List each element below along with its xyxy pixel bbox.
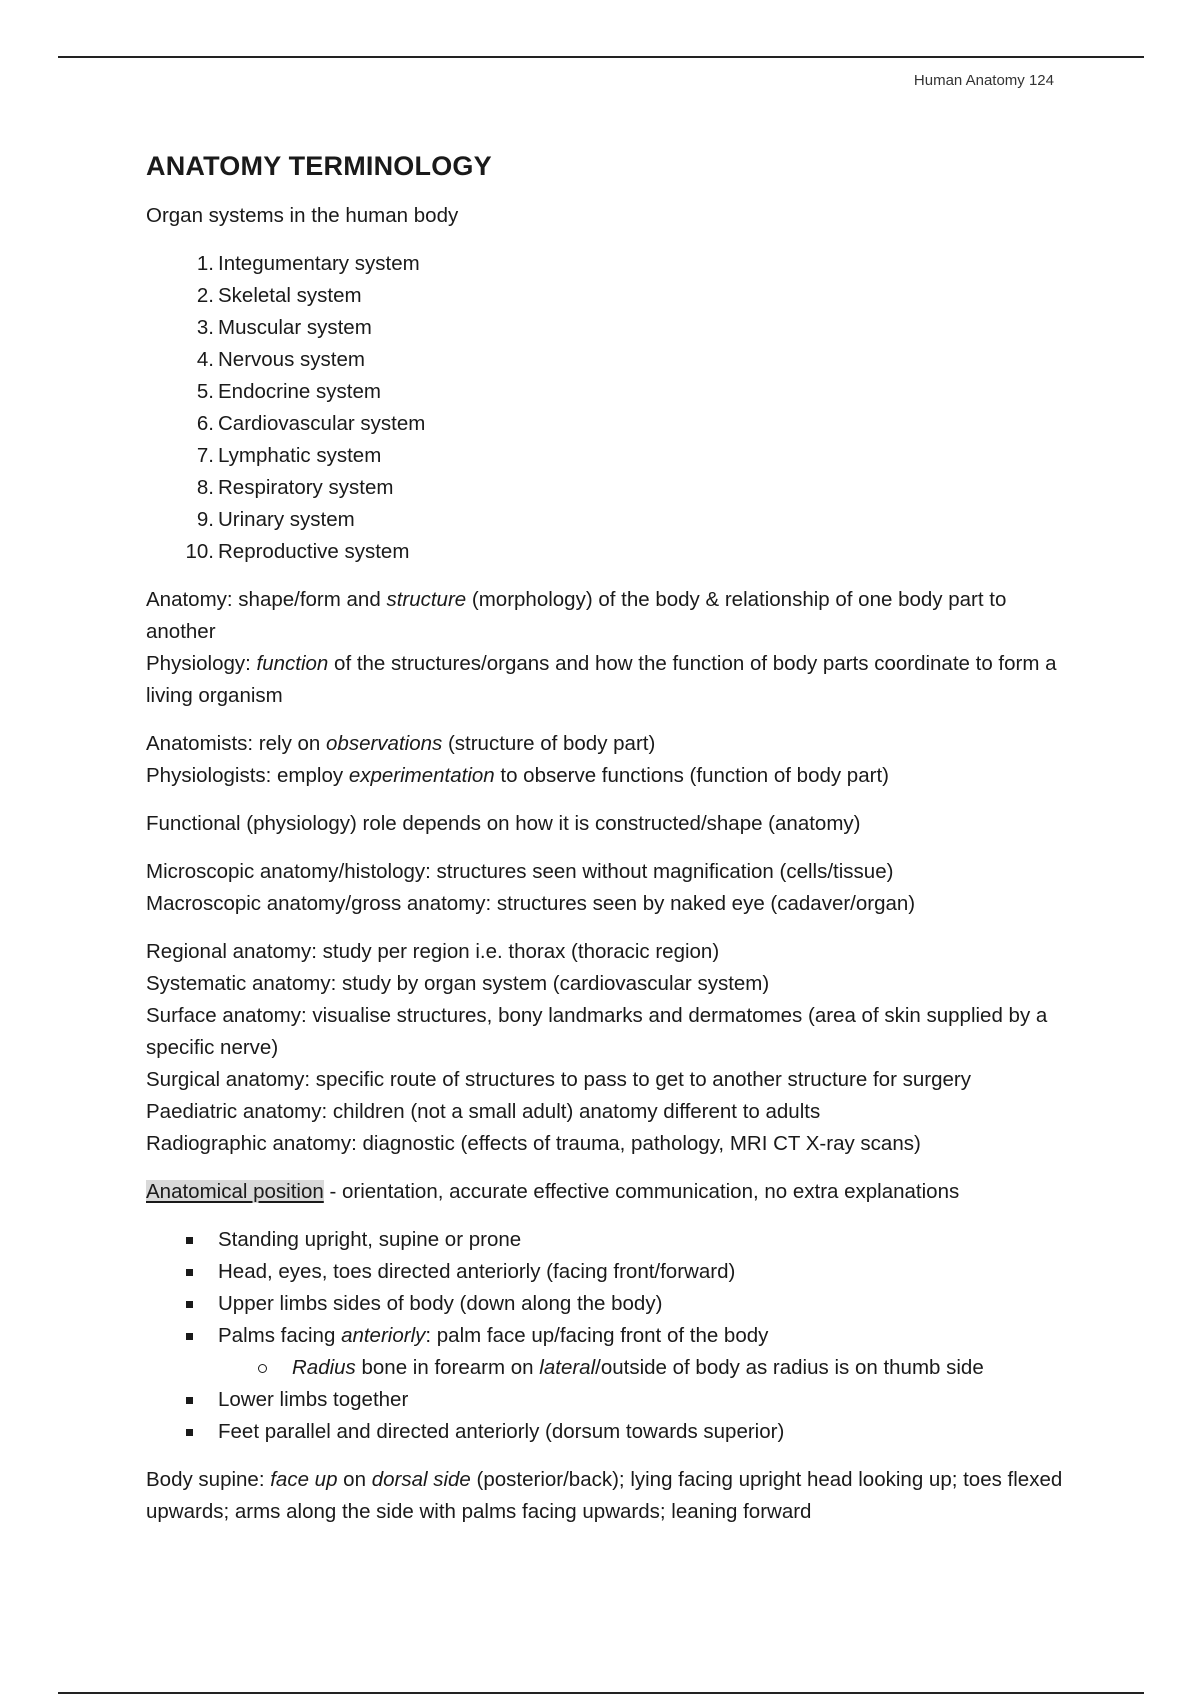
list-item: 3. Muscular system xyxy=(196,316,372,339)
list-item: Upper limbs sides of body (down along the body) xyxy=(146,1288,1066,1320)
square-bullet-icon xyxy=(186,1301,193,1308)
anatomy-branches xyxy=(146,936,1066,1160)
functional-line: Functional (physiology) role depends on how it is constructed/shape (anatomy) xyxy=(146,812,861,835)
running-head: Human Anatomy 124 xyxy=(913,72,1054,89)
anatomists-physiologists xyxy=(146,728,1066,792)
list-item: 7. Lymphatic system xyxy=(196,444,382,467)
anatomical-position-term: Anatomical position xyxy=(146,1180,324,1203)
document-body xyxy=(146,146,1066,1528)
anatomy-definition: Anatomy: shape/form and structure (morphology) of the body & relationship of one body part to another xyxy=(146,588,1007,643)
physiology-definition: Physiology: function of the structures/organs and how the function of body parts coordinate to form a living organism xyxy=(146,652,1057,707)
physiologists-line: Physiologists: employ experimentation to observe functions (function of body part) xyxy=(146,764,889,787)
anatomical-position-list xyxy=(146,1224,1066,1448)
list-item: Head, eyes, toes directed anteriorly (facing front/forward) xyxy=(146,1256,1066,1288)
list-item: 9. Urinary system xyxy=(196,508,355,531)
list-item: 4. Nervous system xyxy=(196,348,365,371)
body-supine-paragraph: Body supine: face up on dorsal side (posterior/back); lying facing upright head looking up; toes flexed upwards; arms along the side with palms facing upwards; leaning forward xyxy=(146,1468,1063,1523)
branch-surface: Surface anatomy: visualise structures, bony landmarks and dermatomes (area of skin supplied by a specific nerve) xyxy=(146,1004,1048,1059)
list-item: Feet parallel and directed anteriorly (dorsum towards superior) xyxy=(146,1416,1066,1448)
branch-systematic: Systematic anatomy: study by organ system (cardiovascular system) xyxy=(146,972,770,995)
square-bullet-icon xyxy=(186,1333,193,1340)
square-bullet-icon xyxy=(186,1237,193,1244)
organ-systems-list xyxy=(146,248,1066,568)
list-item: Palms facing anteriorly: palm face up/facing front of the body xyxy=(146,1320,1066,1352)
list-subitem: Radius bone in forearm on lateral/outside of body as radius is on thumb side xyxy=(146,1352,1066,1384)
square-bullet-icon xyxy=(186,1397,193,1404)
top-rule xyxy=(58,56,1144,58)
list-item: 6. Cardiovascular system xyxy=(196,412,426,435)
list-item: Lower limbs together xyxy=(146,1384,1066,1416)
list-item: 10. Reproductive system xyxy=(185,540,410,563)
list-item: 5. Endocrine system xyxy=(196,380,381,403)
branch-regional: Regional anatomy: study per region i.e. thorax (thoracic region) xyxy=(146,940,720,963)
macroscopic-line: Macroscopic anatomy/gross anatomy: structures seen by naked eye (cadaver/organ) xyxy=(146,892,916,915)
square-bullet-icon xyxy=(186,1429,193,1436)
scale-anatomy xyxy=(146,856,1066,920)
branch-radiographic: Radiographic anatomy: diagnostic (effects of trauma, pathology, MRI CT X-ray scans) xyxy=(146,1132,921,1155)
list-item: 8. Respiratory system xyxy=(196,476,394,499)
list-item: 2. Skeletal system xyxy=(196,284,362,307)
list-item: Standing upright, supine or prone xyxy=(146,1224,1066,1256)
anatomists-line: Anatomists: rely on observations (structure of body part) xyxy=(146,732,656,755)
anatomical-position-heading: Anatomical position - orientation, accurate effective communication, no extra explanations xyxy=(146,1180,960,1203)
microscopic-line: Microscopic anatomy/histology: structures seen without magnification (cells/tissue) xyxy=(146,860,894,883)
page-title: ANATOMY TERMINOLOGY xyxy=(146,151,492,181)
circle-bullet-icon xyxy=(258,1364,267,1373)
organ-systems-intro: Organ systems in the human body xyxy=(146,204,459,227)
square-bullet-icon xyxy=(186,1269,193,1276)
branch-surgical: Surgical anatomy: specific route of structures to pass to get to another structure for surgery xyxy=(146,1068,971,1091)
anatomy-physiology-definitions xyxy=(146,584,1066,712)
list-item: 1. Integumentary system xyxy=(196,252,420,275)
branch-paediatric: Paediatric anatomy: children (not a small adult) anatomy different to adults xyxy=(146,1100,821,1123)
bottom-rule xyxy=(58,1692,1144,1694)
